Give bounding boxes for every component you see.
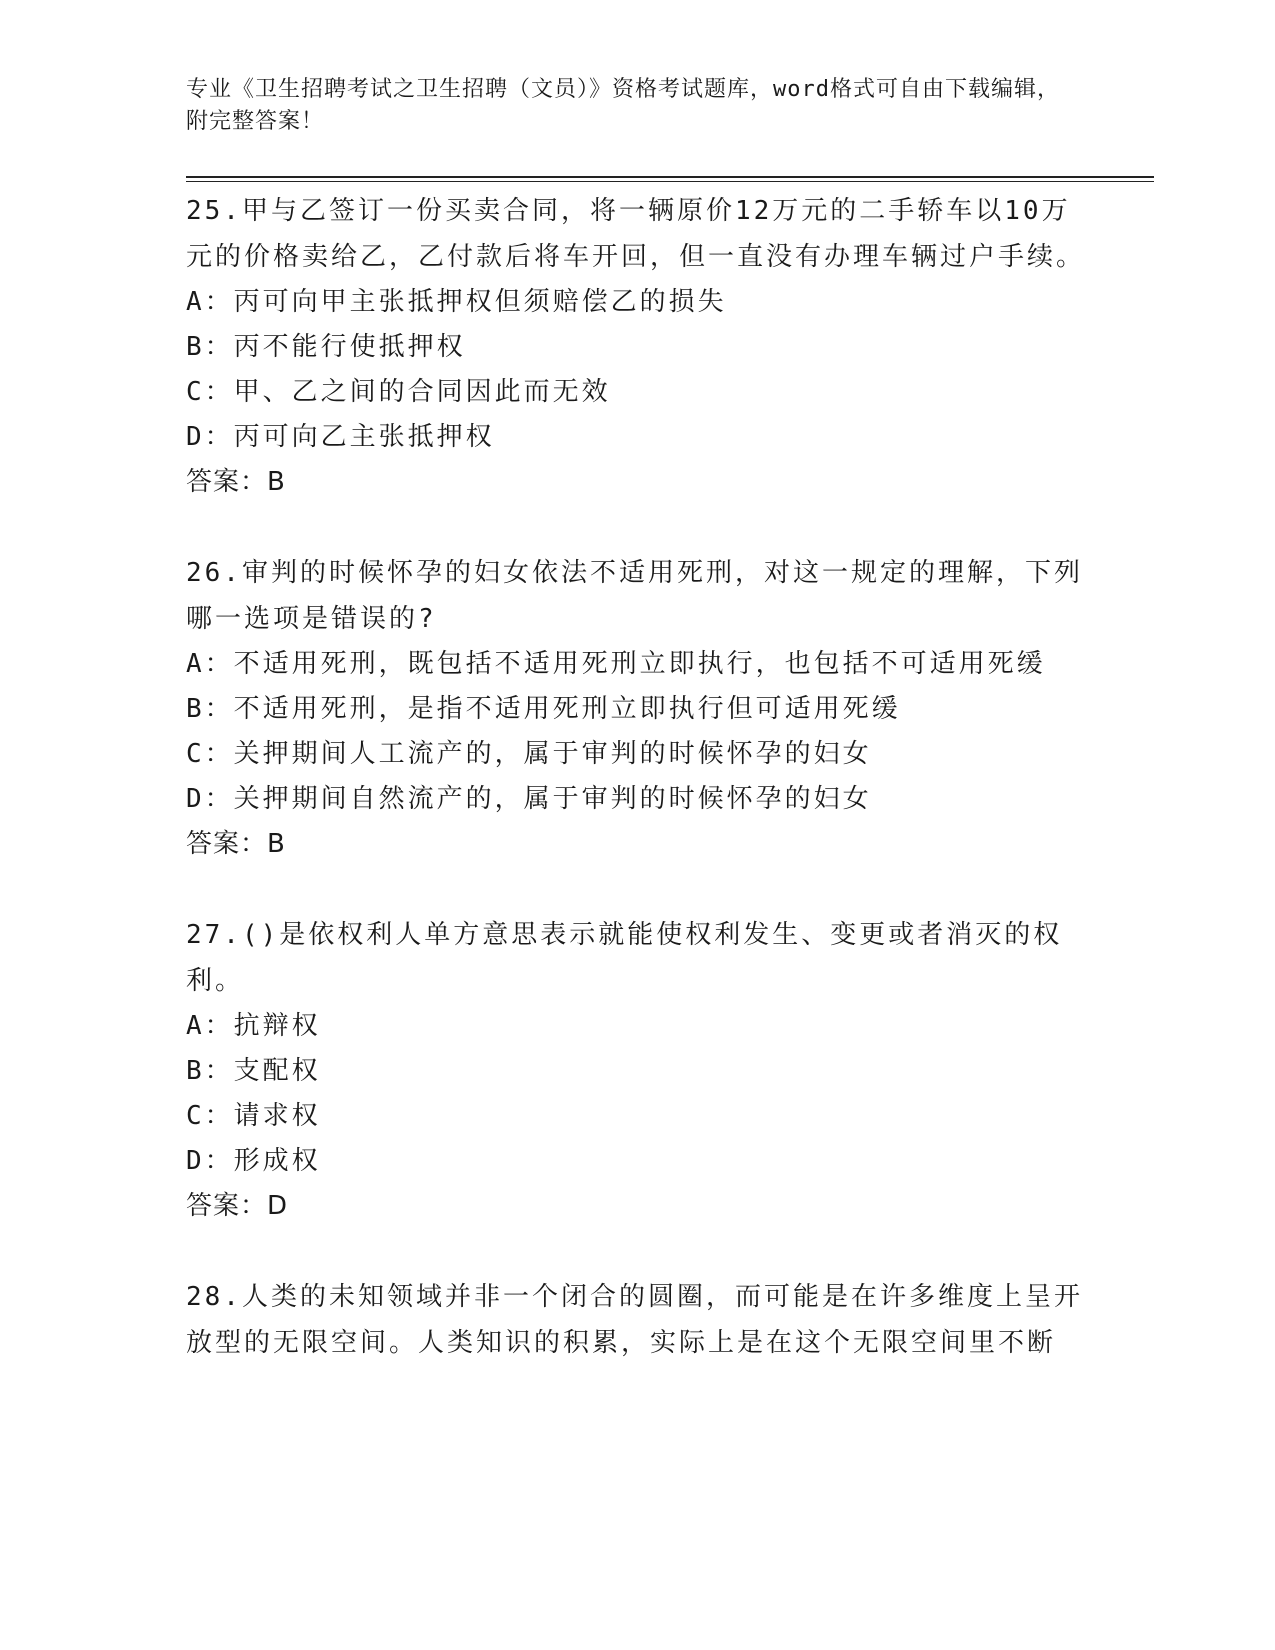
option-b: B：支配权 — [186, 1056, 321, 1086]
option-d: D：形成权 — [186, 1146, 321, 1176]
answer-line: 答案：D — [186, 1191, 289, 1221]
question-stem: 26.审判的时候怀孕的妇女依法不适用死刑，对这一规定的理解，下列哪一选项是错误的? — [186, 558, 1083, 634]
answer-line: 答案：B — [186, 829, 286, 859]
option-b: B：不适用死刑，是指不适用死刑立即执行但可适用死缓 — [186, 694, 901, 724]
question-list — [186, 188, 1086, 1366]
question-28 — [186, 1274, 1086, 1366]
option-b: B：丙不能行使抵押权 — [186, 332, 466, 362]
page-header: 专业《卫生招聘考试之卫生招聘（文员）》资格考试题库，word格式可自由下载编辑，附完整答案！ — [186, 77, 1060, 134]
option-a: A：抗辩权 — [186, 1011, 321, 1041]
option-c: C：甲、乙之间的合同因此而无效 — [186, 377, 611, 407]
option-d: D：丙可向乙主张抵押权 — [186, 422, 495, 452]
option-c: C：关押期间人工流产的，属于审判的时候怀孕的妇女 — [186, 739, 872, 769]
option-d: D：关押期间自然流产的，属于审判的时候怀孕的妇女 — [186, 784, 872, 814]
question-26 — [186, 550, 1086, 867]
question-27 — [186, 912, 1086, 1229]
option-c: C：请求权 — [186, 1101, 321, 1131]
question-spacer — [186, 867, 1086, 912]
answer-line: 答案：B — [186, 467, 286, 497]
question-spacer — [186, 505, 1086, 550]
option-a: A：不适用死刑，既包括不适用死刑立即执行，也包括不可适用死缓 — [186, 649, 1046, 679]
header-divider-thin — [186, 181, 1154, 182]
option-a: A：丙可向甲主张抵押权但须赔偿乙的损失 — [186, 287, 727, 317]
question-stem: 27.()是依权利人单方意思表示就能使权利发生、变更或者消灭的权利。 — [186, 920, 1063, 996]
question-25 — [186, 188, 1086, 505]
question-spacer — [186, 1229, 1086, 1274]
question-stem: 25.甲与乙签订一份买卖合同，将一辆原价12万元的二手轿车以10万元的价格卖给乙，乙付款后将车开回，但一直没有办理车辆过户手续。 — [186, 196, 1086, 272]
question-stem: 28.人类的未知领域并非一个闭合的圆圈，而可能是在许多维度上呈开放型的无限空间。人类知识的积累，实际上是在这个无限空间里不断 — [186, 1282, 1083, 1358]
header-divider-thick — [186, 176, 1154, 178]
